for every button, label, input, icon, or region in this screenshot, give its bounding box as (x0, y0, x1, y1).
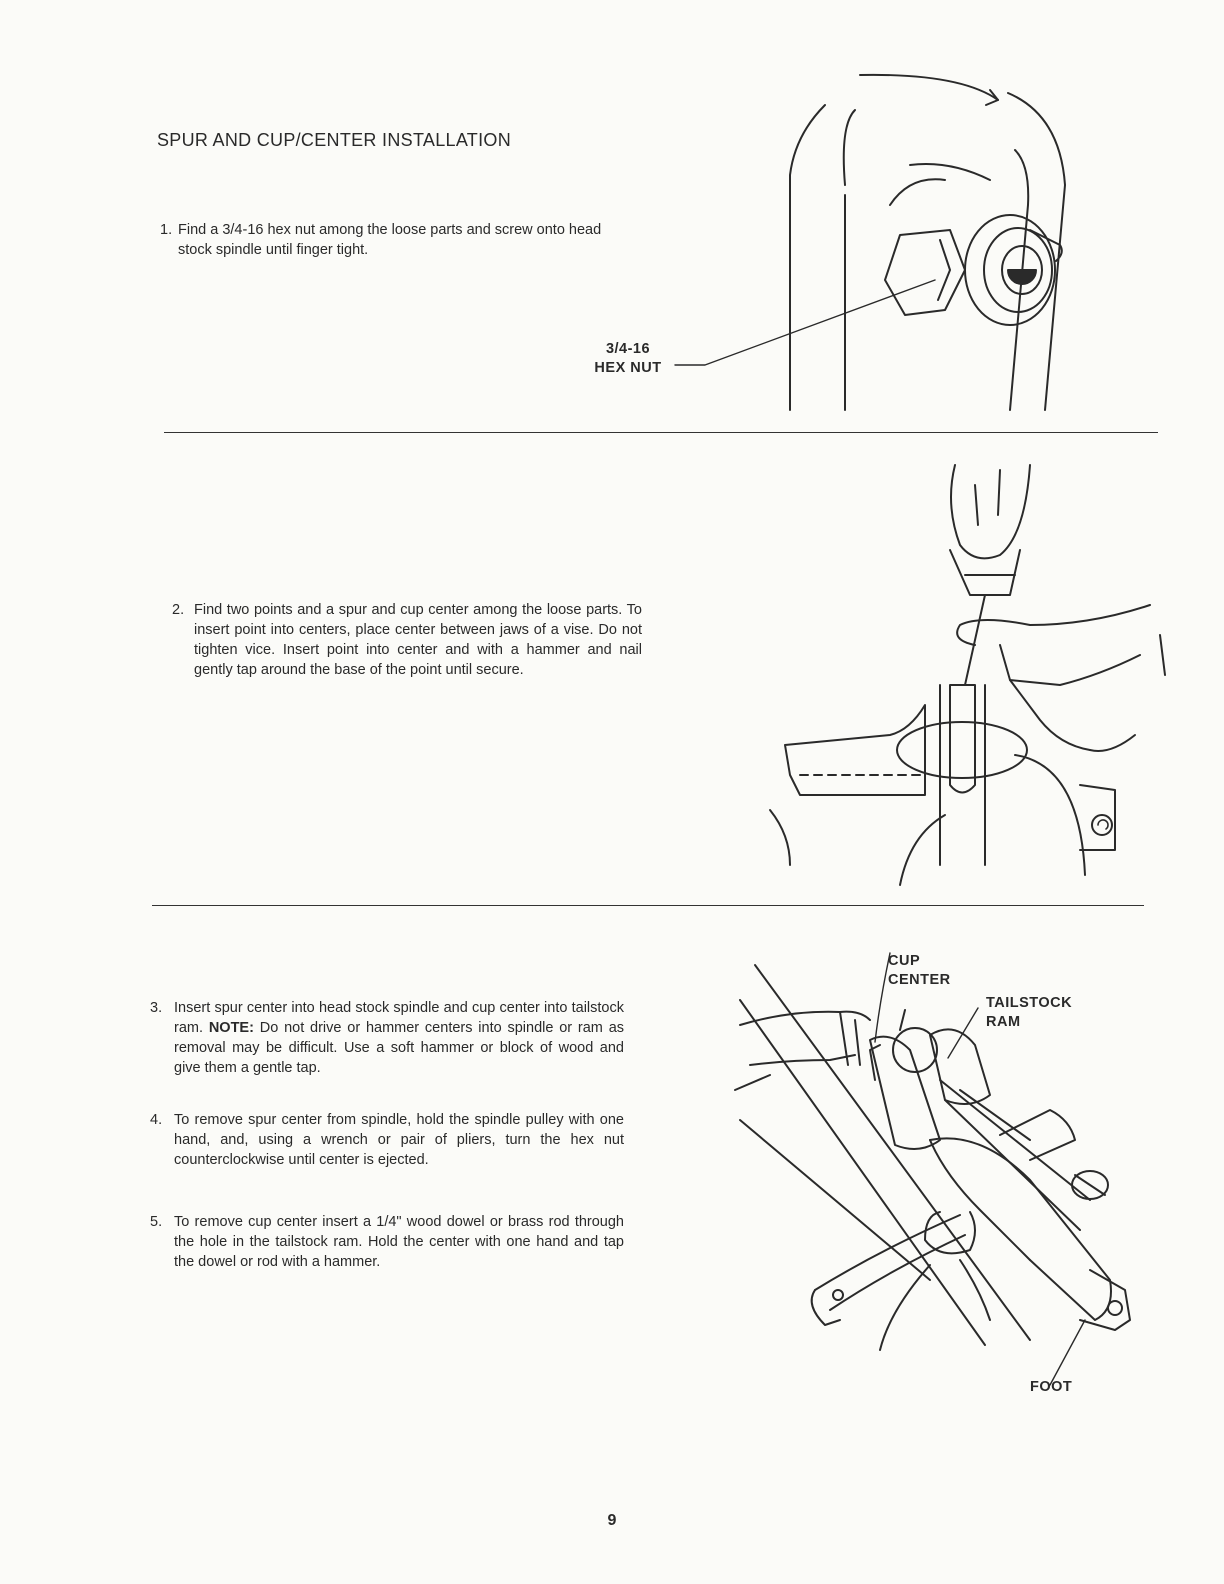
tailstock-ram-label-line2: RAM (986, 1014, 1021, 1030)
step-number: 3. (150, 1000, 163, 1016)
step-2 (172, 600, 642, 680)
step-text: To remove spur center from spindle, hold the spindle pulley with one hand, and, using a wrench or pair of pliers, turn the hex nut counterclockwise until center is ejected. (174, 1112, 624, 1168)
section-title: SPUR AND CUP/CENTER INSTALLATION (157, 130, 511, 150)
step-text: Find two points and a spur and cup center among the loose parts. To insert point into centers, place center between jaws of a vise. Do not tighten vice. Insert point into center and with a hammer and nail gently tap around the base of the point until secure. (194, 602, 642, 678)
step-number: 1. (160, 222, 173, 238)
tailstock-cup-center-illustration (730, 950, 1150, 1370)
step-text-end: Do not drive or hammer centers into spindle or ram as removal may be difficult. Use a soft hammer or block of wood and give them a gentle tap. (174, 1020, 625, 1076)
cup-center-label-line2: CENTER (888, 972, 951, 988)
step-text: To remove cup center insert a 1/4" wood dowel or brass rod through the hole in the tailstock ram. Hold the center with one hand and tap the dowel or rod with a hammer. (174, 1214, 624, 1270)
step-number: 4. (150, 1112, 163, 1128)
hex-nut-label-line2: HEX NUT (594, 360, 662, 376)
page-number: 9 (607, 1512, 617, 1529)
section-divider (152, 905, 1144, 906)
step-4 (150, 1110, 624, 1170)
hex-nut-label (588, 340, 668, 378)
cup-center-label (888, 952, 951, 990)
step-text-start: Insert spur center into head stock spindle and cup center into tailstock ram. (174, 1000, 624, 1036)
step-3 (150, 998, 624, 1078)
hex-nut-label-line1: 3/4-16 (605, 341, 651, 357)
step-number: 2. (172, 602, 185, 618)
note-label: NOTE: (208, 1020, 254, 1036)
step-text (174, 998, 624, 1078)
tailstock-ram-label (986, 994, 1072, 1032)
tailstock-ram-label-line1: TAILSTOCK (986, 995, 1073, 1011)
step-text: Find a 3/4-16 hex nut among the loose parts and screw onto head stock spindle until finger tight. (178, 222, 602, 258)
step-number: 5. (150, 1214, 163, 1230)
headstock-hex-nut-illustration (760, 65, 1080, 425)
vise-hammer-illustration (760, 455, 1180, 885)
cup-center-label-line1: CUP (888, 953, 921, 969)
step-5 (150, 1212, 624, 1272)
step-1 (160, 220, 630, 260)
section-divider (164, 432, 1158, 433)
foot-label: FOOT (1030, 1379, 1073, 1395)
